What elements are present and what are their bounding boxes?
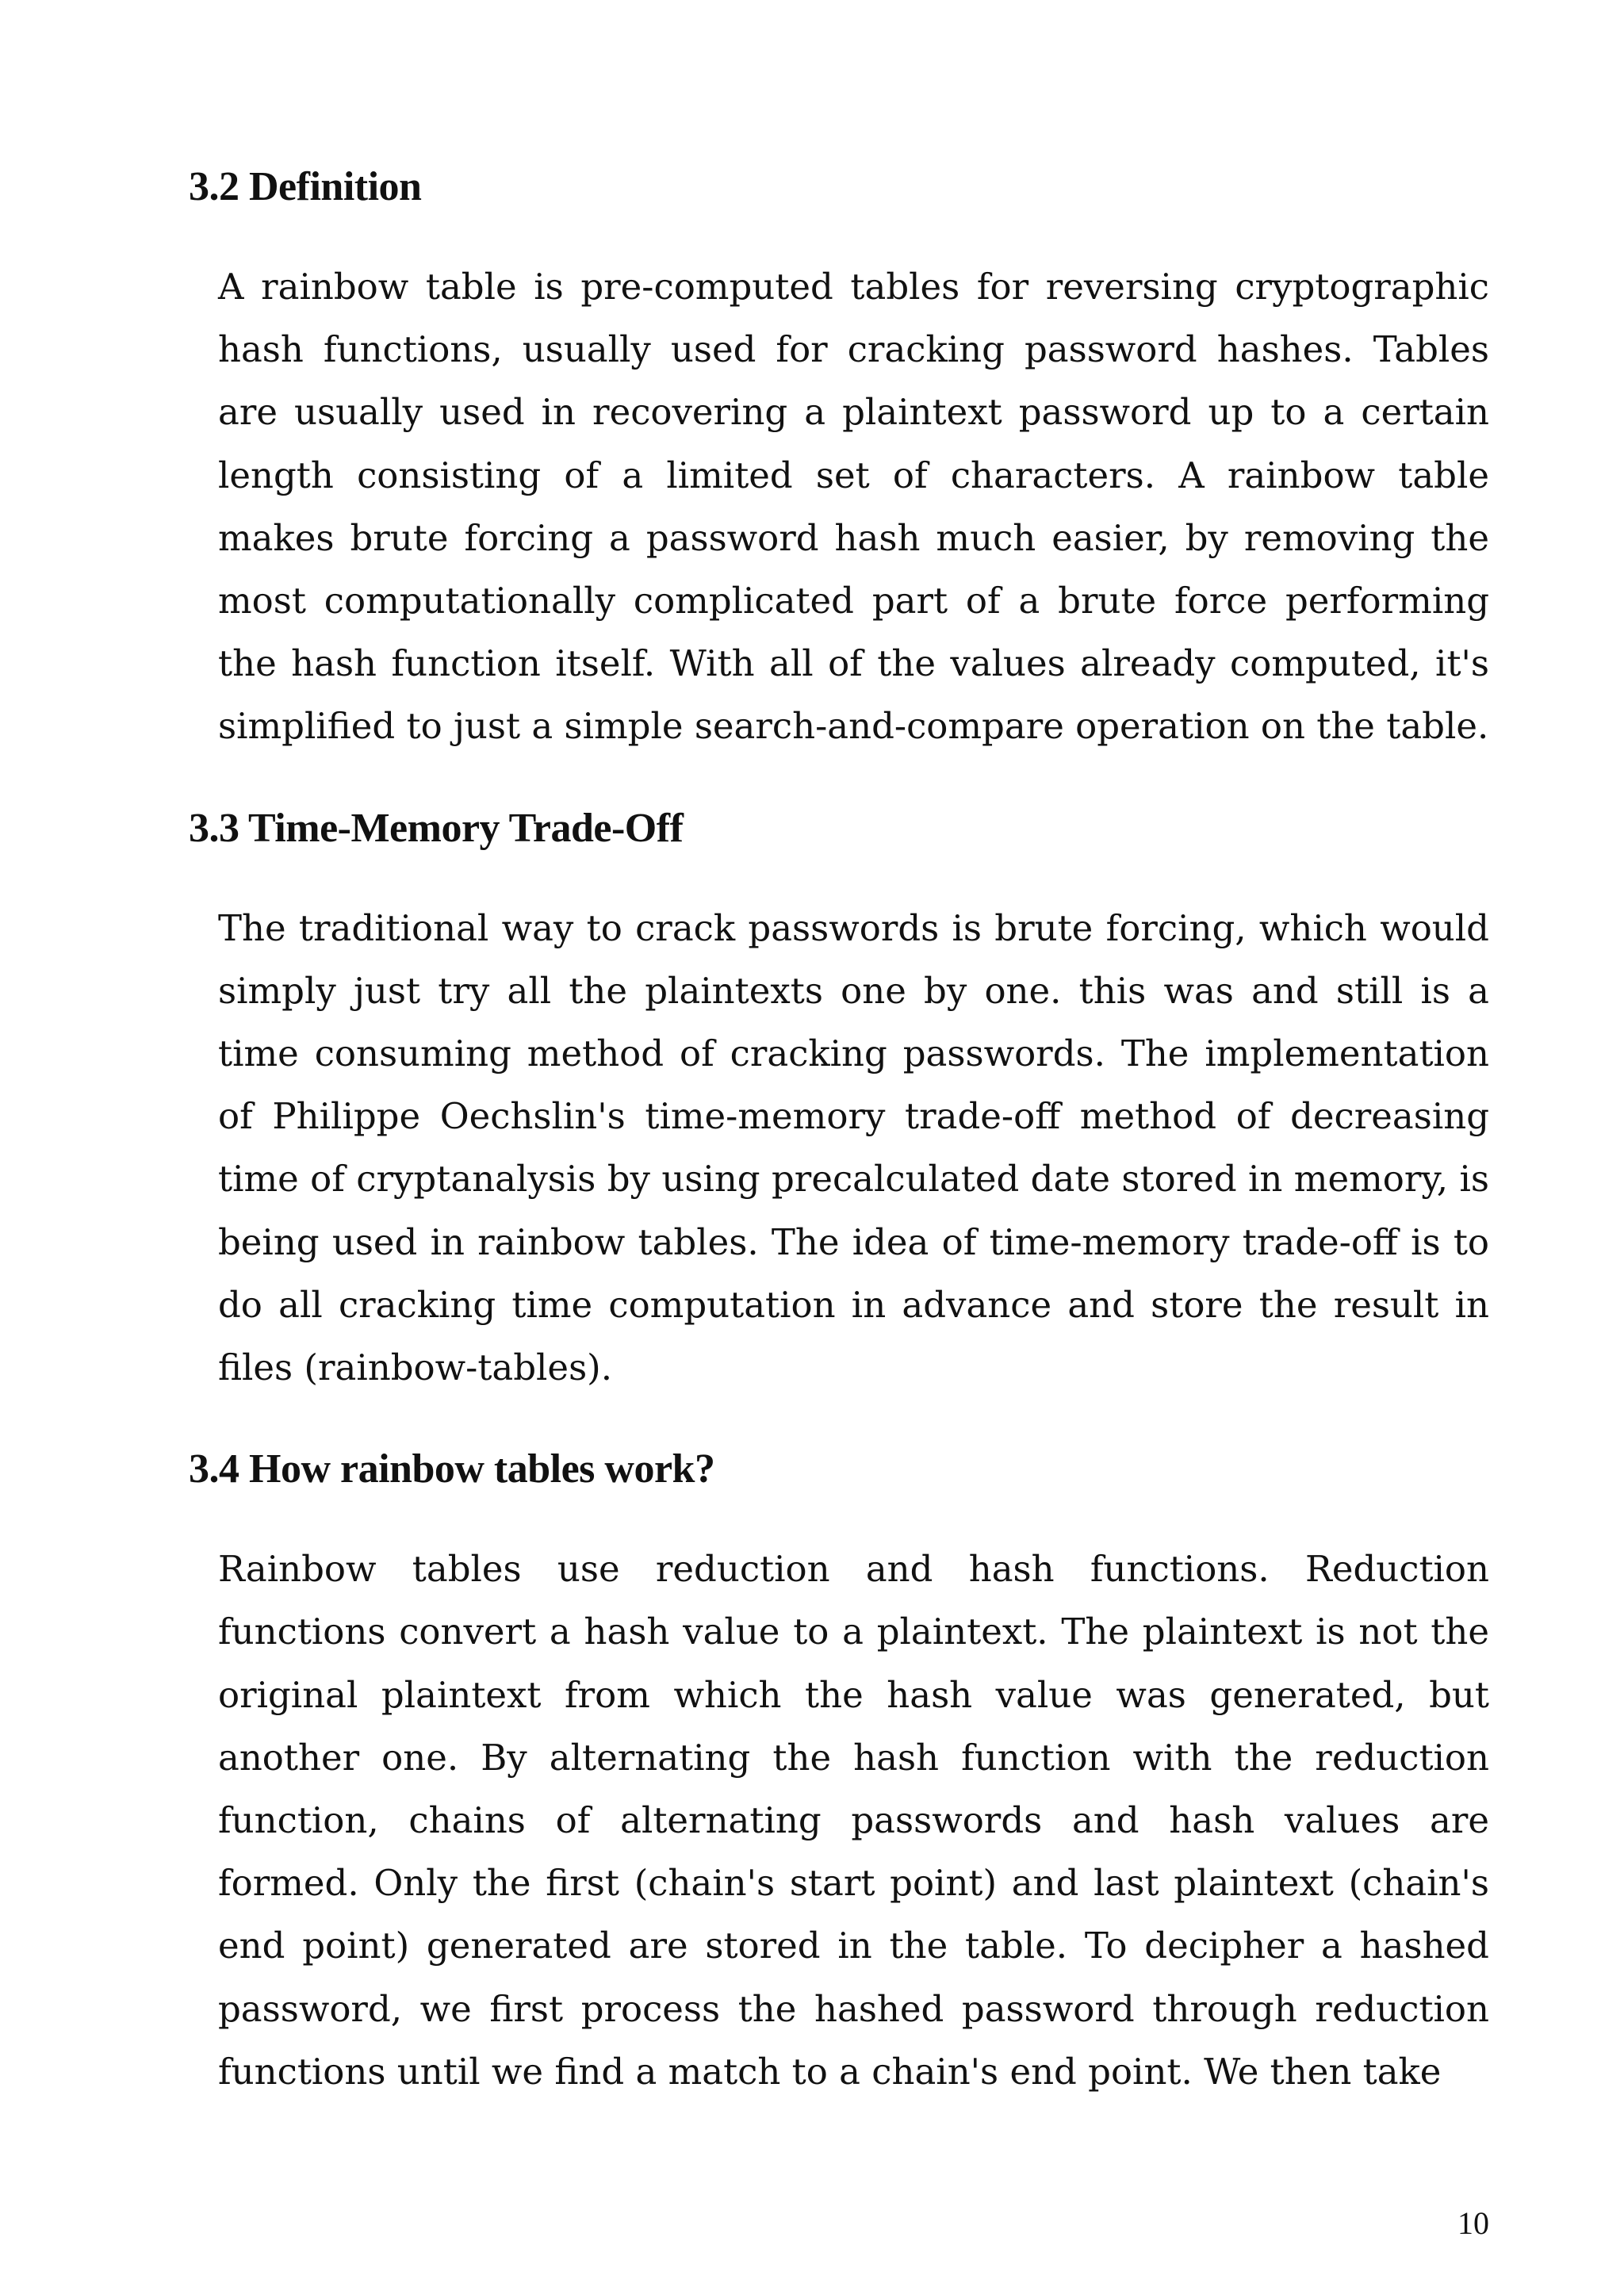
section-body-time-memory-trade-off: The traditional way to crack passwords is brute forcing, which would simply just try all the plaintexts one by one. this was and still is a time consuming method of cracking passwords. The implementation of Philippe Oechslin's time-memory trade-off method of decreasing time of cryptanalysis by using precalculated date stored in memory, is being used in rainbow tables. The idea of time-memory trade-off is to do all cracking time computation in advance and store the result in files (rainbow-tables). — [218, 906, 1489, 1389]
section-heading-how-rainbow-tables-work: 3.4 How rainbow tables work? — [189, 1446, 715, 1492]
section-heading-definition: 3.2 Definition — [189, 164, 422, 209]
section-body-definition: A rainbow table is pre-computed tables for reversing cryptographic hash functions, usually used for cracking password hashes. Tables are usually used in recovering a plaintext password up to a certain length consisting of a limited set of characters. A rainbow table makes brute forcing a password hash much easier, by removing the most computationally complicated part of a brute force performing the hash function itself. With all of the values already computed, it's simplified to just a simple search-and-compare operation on the table. — [218, 266, 1489, 748]
section-heading-time-memory-trade-off: 3.3 Time-Memory Trade-Off — [189, 805, 684, 851]
page-number: 10 — [1457, 2205, 1489, 2241]
section-body-how-rainbow-tables-work: Rainbow tables use reduction and hash functions. Reduction functions convert a hash value to a plaintext. The plaintext is not the original plaintext from which the hash value was generated, but another one. By alternating the hash function with the reduction function, chains of alternating passwords and hash values are formed. Only the first (chain's start point) and last plaintext (chain's end point) generated are stored in the table. To decipher a hashed password, we first process the hashed password through reduction functions until we find a match to a chain's end point. We then take — [218, 1548, 1489, 2093]
